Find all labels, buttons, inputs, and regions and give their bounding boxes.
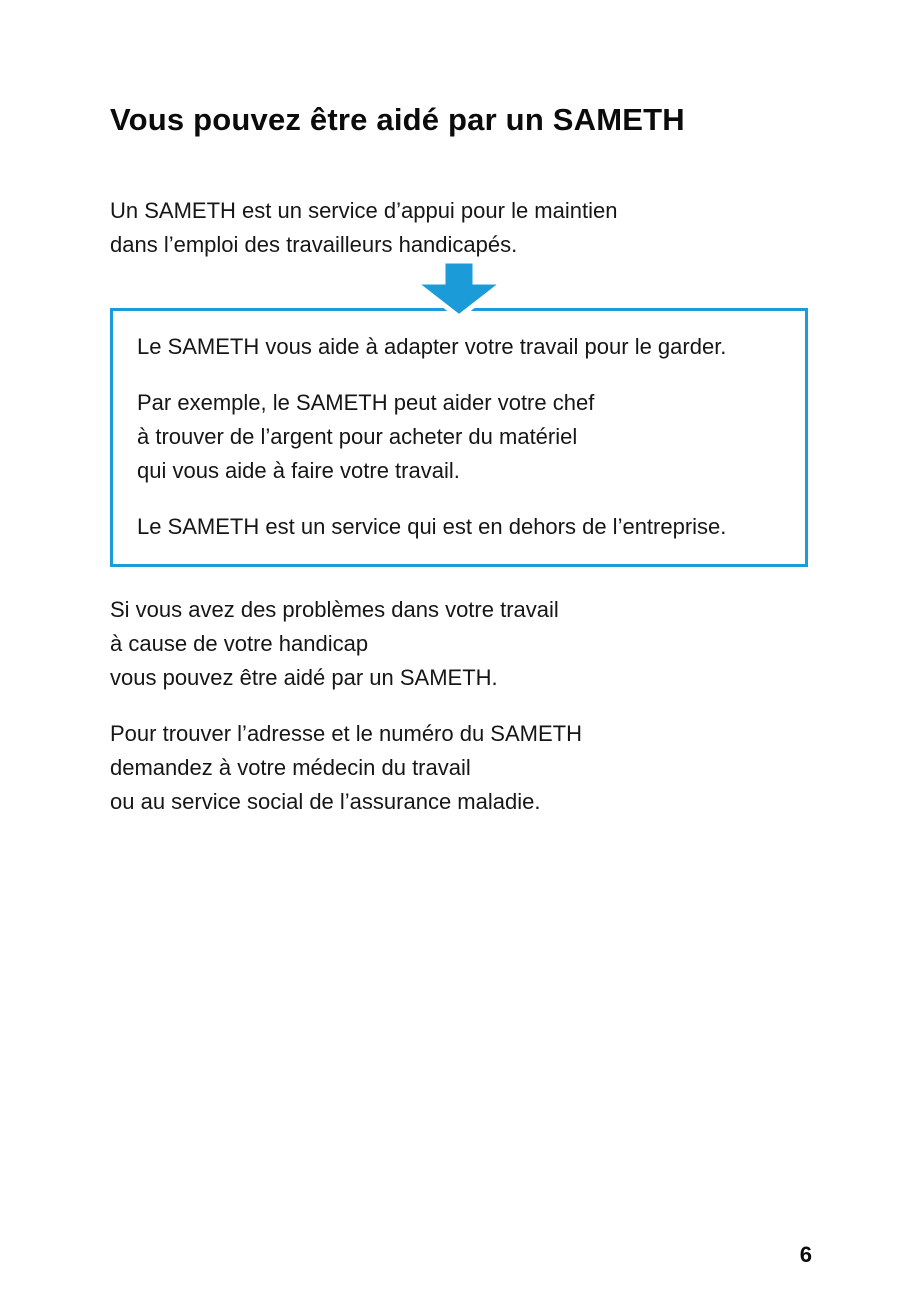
body-paragraph: Pour trouver l’adresse et le numéro du SAMETH demandez à votre médecin du travail ou au service social de l’assurance maladie. — [110, 721, 582, 814]
page-number: 6 — [799, 1242, 812, 1267]
callout-paragraph: Le SAMETH vous aide à adapter votre travail pour le garder. — [137, 334, 727, 359]
body-paragraph: Si vous avez des problèmes dans votre travail à cause de votre handicap vous pouvez être aidé par un SAMETH. — [110, 597, 559, 690]
callout-paragraph: Par exemple, le SAMETH peut aider votre chef à trouver de l’argent pour acheter du matériel qui vous aide à faire votre travail. — [137, 390, 595, 483]
callout-box — [110, 308, 808, 567]
page-title: Vous pouvez être aidé par un SAMETH — [110, 102, 685, 137]
callout-paragraph: Le SAMETH est un service qui est en dehors de l’entreprise. — [137, 514, 727, 539]
intro-paragraph: Un SAMETH est un service d’appui pour le maintien dans l’emploi des travailleurs handicapés. — [110, 198, 618, 257]
